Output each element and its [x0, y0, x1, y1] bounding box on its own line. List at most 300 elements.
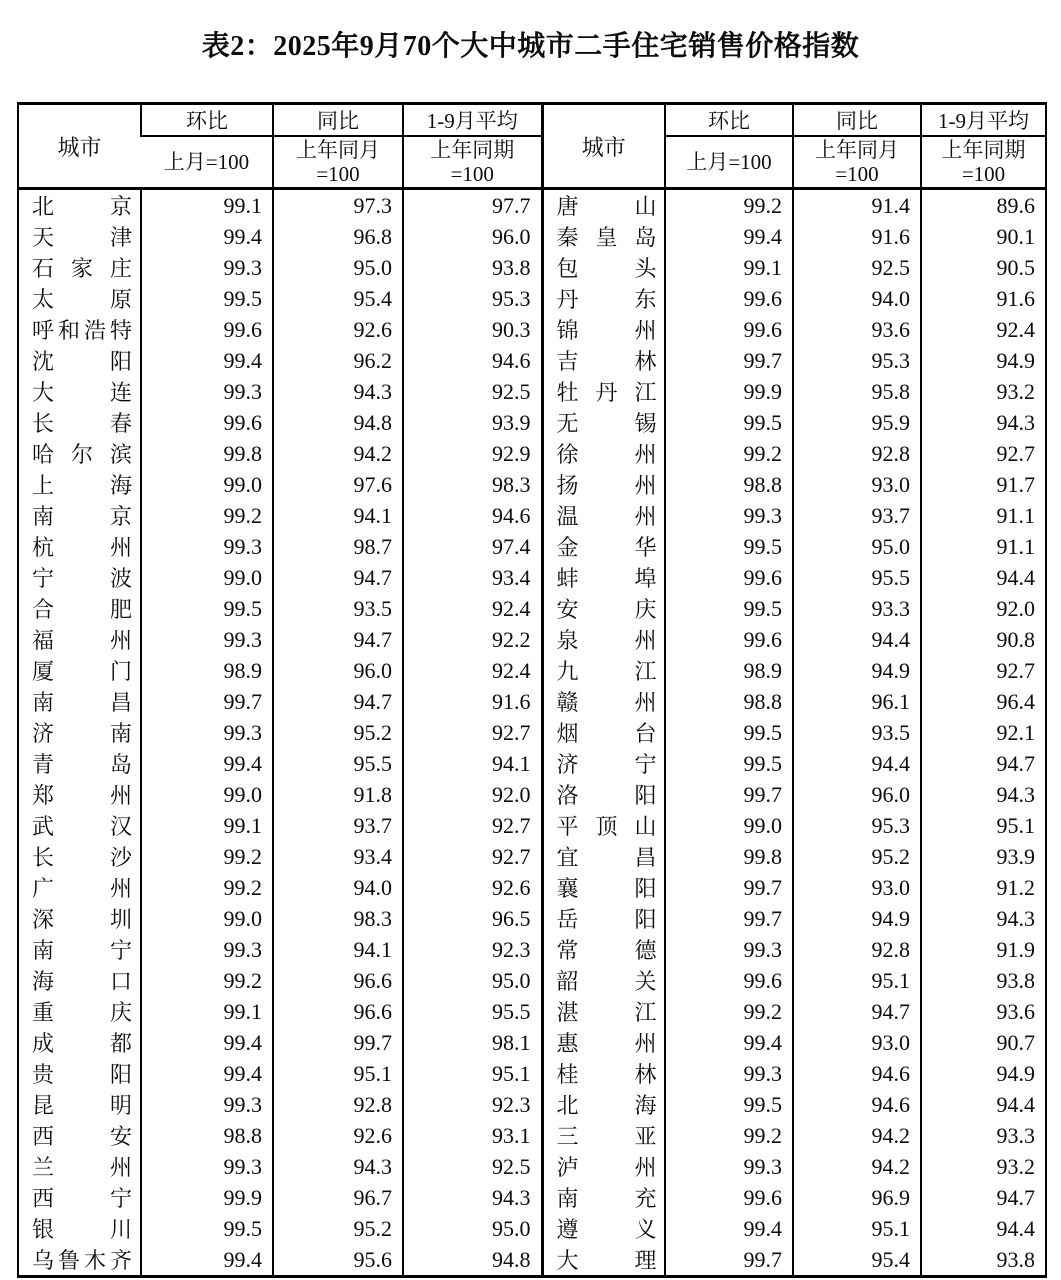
- city-cell-right: [542, 748, 665, 779]
- mom-value-right: 99.7: [665, 903, 793, 934]
- city-name-left: 武汉: [32, 814, 132, 839]
- city-cell-right: [542, 965, 665, 996]
- mom-value-left: 99.4: [141, 748, 273, 779]
- yoy-value-right: 94.6: [793, 1058, 921, 1089]
- table-row: [18, 841, 1046, 872]
- table-body: [18, 189, 1046, 1277]
- city-name-left: 太原: [32, 287, 132, 312]
- table-row: [18, 562, 1046, 593]
- city-name-left: 海口: [32, 969, 132, 994]
- avg-value-left: 94.8: [403, 1244, 542, 1277]
- avg-value-right: 92.4: [921, 314, 1046, 345]
- mom-value-left: 99.3: [141, 376, 273, 407]
- yoy-value-right: 94.2: [793, 1151, 921, 1182]
- table-row: [18, 1151, 1046, 1182]
- city-cell-right: [542, 1027, 665, 1058]
- city-name-left: 乌鲁木齐: [32, 1248, 132, 1273]
- city-cell-left: [18, 345, 141, 376]
- city-name-left: 宁波: [32, 566, 132, 591]
- city-cell-right: [542, 903, 665, 934]
- city-cell-left: [18, 438, 141, 469]
- table-row: [18, 686, 1046, 717]
- yoy-value-right: 95.9: [793, 407, 921, 438]
- city-name-right: 无锡: [556, 411, 657, 436]
- city-name-right: 泉州: [556, 628, 657, 653]
- header-avg-base-left: 上年同期 =100: [403, 136, 542, 189]
- mom-value-right: 98.8: [665, 469, 793, 500]
- avg-value-left: 92.3: [403, 934, 542, 965]
- city-name-right: 三亚: [556, 1124, 657, 1149]
- city-name-right: 安庆: [556, 597, 657, 622]
- city-cell-right: [542, 1151, 665, 1182]
- city-cell-right: [542, 500, 665, 531]
- table-row: [18, 1213, 1046, 1244]
- yoy-value-left: 95.6: [273, 1244, 403, 1277]
- city-cell-left: [18, 1058, 141, 1089]
- city-name-left: 昆明: [32, 1093, 132, 1118]
- avg-value-left: 92.4: [403, 593, 542, 624]
- header-city-left: 城市: [57, 134, 102, 160]
- avg-value-left: 95.5: [403, 996, 542, 1027]
- mom-value-right: 99.6: [665, 562, 793, 593]
- yoy-value-right: 93.6: [793, 314, 921, 345]
- yoy-value-left: 94.7: [273, 562, 403, 593]
- yoy-value-left: 99.7: [273, 1027, 403, 1058]
- city-name-right: 平顶山: [556, 814, 657, 839]
- city-cell-right: [542, 996, 665, 1027]
- city-cell-left: [18, 283, 141, 314]
- yoy-value-left: 97.3: [273, 189, 403, 222]
- yoy-value-left: 94.1: [273, 934, 403, 965]
- yoy-value-left: 95.4: [273, 283, 403, 314]
- mom-value-right: 99.5: [665, 407, 793, 438]
- city-cell-right: [542, 314, 665, 345]
- city-cell-left: [18, 407, 141, 438]
- city-name-left: 西安: [32, 1124, 132, 1149]
- yoy-value-right: 91.4: [793, 189, 921, 222]
- city-cell-right: [542, 872, 665, 903]
- mom-value-left: 99.3: [141, 934, 273, 965]
- city-cell-right: [542, 1120, 665, 1151]
- avg-value-right: 91.2: [921, 872, 1046, 903]
- city-cell-left: [18, 1182, 141, 1213]
- mom-value-left: 99.3: [141, 1151, 273, 1182]
- avg-value-right: 90.1: [921, 221, 1046, 252]
- avg-value-right: 93.8: [921, 1244, 1046, 1277]
- avg-value-right: 89.6: [921, 189, 1046, 222]
- yoy-value-right: 95.1: [793, 1213, 921, 1244]
- mom-value-right: 99.3: [665, 1151, 793, 1182]
- yoy-value-right: 96.1: [793, 686, 921, 717]
- city-cell-left: [18, 1213, 141, 1244]
- mom-value-left: 99.4: [141, 345, 273, 376]
- yoy-value-left: 95.2: [273, 1213, 403, 1244]
- mom-value-right: 99.7: [665, 872, 793, 903]
- city-cell-right: [542, 252, 665, 283]
- yoy-value-right: 95.3: [793, 810, 921, 841]
- city-cell-left: [18, 1151, 141, 1182]
- city-name-left: 上海: [32, 473, 132, 498]
- avg-value-left: 94.3: [403, 1182, 542, 1213]
- city-name-right: 韶关: [556, 969, 657, 994]
- city-name-left: 福州: [32, 628, 132, 653]
- city-cell-right: [542, 407, 665, 438]
- yoy-value-right: 93.0: [793, 872, 921, 903]
- city-name-left: 兰州: [32, 1155, 132, 1180]
- avg-value-right: 94.4: [921, 1213, 1046, 1244]
- yoy-value-right: 92.5: [793, 252, 921, 283]
- city-name-right: 北海: [556, 1093, 657, 1118]
- avg-value-right: 93.9: [921, 841, 1046, 872]
- mom-value-left: 99.0: [141, 779, 273, 810]
- city-name-left: 厦门: [32, 659, 132, 684]
- avg-value-right: 94.3: [921, 903, 1046, 934]
- avg-value-right: 91.1: [921, 500, 1046, 531]
- yoy-value-left: 97.6: [273, 469, 403, 500]
- avg-value-left: 90.3: [403, 314, 542, 345]
- city-cell-left: [18, 779, 141, 810]
- city-cell-right: [542, 1213, 665, 1244]
- city-cell-right: [542, 1089, 665, 1120]
- city-cell-left: [18, 686, 141, 717]
- header-yoy-right: 同比: [793, 104, 921, 137]
- yoy-value-left: 95.0: [273, 252, 403, 283]
- city-name-right: 唐山: [556, 194, 657, 219]
- yoy-value-left: 98.3: [273, 903, 403, 934]
- yoy-value-right: 94.7: [793, 996, 921, 1027]
- yoy-value-right: 94.9: [793, 655, 921, 686]
- yoy-value-right: 92.8: [793, 934, 921, 965]
- avg-value-left: 97.4: [403, 531, 542, 562]
- table-row: [18, 872, 1046, 903]
- mom-value-left: 99.3: [141, 531, 273, 562]
- header-mom-right: 环比: [665, 104, 793, 137]
- yoy-value-right: 95.0: [793, 531, 921, 562]
- yoy-value-right: 94.4: [793, 624, 921, 655]
- table-row: [18, 624, 1046, 655]
- city-name-right: 洛阳: [556, 783, 657, 808]
- table-row: [18, 221, 1046, 252]
- avg-value-left: 98.1: [403, 1027, 542, 1058]
- avg-value-left: 92.5: [403, 376, 542, 407]
- table-row: [18, 934, 1046, 965]
- avg-value-right: 94.4: [921, 1089, 1046, 1120]
- header-mom-base-left: 上月=100: [163, 150, 250, 174]
- table-row: [18, 376, 1046, 407]
- city-cell-left: [18, 748, 141, 779]
- avg-value-right: 94.3: [921, 407, 1046, 438]
- avg-value-right: 93.6: [921, 996, 1046, 1027]
- mom-value-left: 99.4: [141, 1244, 273, 1277]
- city-name-right: 襄阳: [556, 876, 657, 901]
- yoy-value-left: 94.3: [273, 376, 403, 407]
- city-cell-right: [542, 593, 665, 624]
- table-row: [18, 1182, 1046, 1213]
- yoy-value-left: 91.8: [273, 779, 403, 810]
- mom-value-left: 99.3: [141, 1089, 273, 1120]
- city-name-right: 蚌埠: [556, 566, 657, 591]
- yoy-value-left: 96.6: [273, 965, 403, 996]
- table-row: [18, 438, 1046, 469]
- mom-value-right: 99.3: [665, 500, 793, 531]
- table-row: [18, 345, 1046, 376]
- mom-value-left: 99.1: [141, 996, 273, 1027]
- avg-value-left: 94.1: [403, 748, 542, 779]
- table-row: [18, 903, 1046, 934]
- table-row: [18, 1089, 1046, 1120]
- header-city-right: 城市: [542, 104, 665, 189]
- city-cell-left: [18, 562, 141, 593]
- city-cell-left: [18, 1244, 141, 1277]
- city-name-left: 深圳: [32, 907, 132, 932]
- city-name-left: 沈阳: [32, 349, 132, 374]
- avg-value-left: 91.6: [403, 686, 542, 717]
- yoy-value-right: 92.8: [793, 438, 921, 469]
- table-row: [18, 252, 1046, 283]
- city-cell-right: [542, 655, 665, 686]
- city-name-left: 石家庄: [32, 256, 132, 281]
- mom-value-left: 99.0: [141, 469, 273, 500]
- avg-value-right: 92.7: [921, 655, 1046, 686]
- mom-value-left: 99.2: [141, 500, 273, 531]
- city-name-left: 杭州: [32, 535, 132, 560]
- mom-value-right: 99.4: [665, 1027, 793, 1058]
- header-avg-left: 1-9月平均: [403, 104, 542, 137]
- avg-value-left: 95.3: [403, 283, 542, 314]
- header-yoy-base-left: 上年同月 =100: [273, 136, 403, 189]
- city-name-left: 成都: [32, 1031, 132, 1056]
- city-cell-left: [18, 717, 141, 748]
- header-avg-base-right: 上年同期 =100: [921, 136, 1046, 189]
- city-name-right: 牡丹江: [556, 380, 657, 405]
- avg-value-left: 95.0: [403, 965, 542, 996]
- yoy-value-left: 96.6: [273, 996, 403, 1027]
- city-cell-left: [18, 469, 141, 500]
- mom-value-right: 99.4: [665, 221, 793, 252]
- yoy-value-right: 94.9: [793, 903, 921, 934]
- yoy-value-left: 93.7: [273, 810, 403, 841]
- yoy-value-right: 94.0: [793, 283, 921, 314]
- city-cell-left: [18, 1027, 141, 1058]
- city-name-left: 大连: [32, 380, 132, 405]
- table-row: [18, 965, 1046, 996]
- header-mom-left: 环比: [141, 104, 273, 137]
- city-cell-right: [542, 1244, 665, 1277]
- yoy-value-left: 93.5: [273, 593, 403, 624]
- table-row: [18, 779, 1046, 810]
- city-cell-left: [18, 996, 141, 1027]
- table-row: [18, 469, 1046, 500]
- city-name-right: 岳阳: [556, 907, 657, 932]
- city-name-left: 银川: [32, 1217, 132, 1242]
- city-cell-left: [18, 252, 141, 283]
- price-index-table: [17, 102, 1047, 1278]
- city-cell-left: [18, 376, 141, 407]
- mom-value-right: 99.2: [665, 996, 793, 1027]
- city-name-right: 赣州: [556, 690, 657, 715]
- city-name-left: 南昌: [32, 690, 132, 715]
- mom-value-right: 99.7: [665, 779, 793, 810]
- yoy-value-right: 95.1: [793, 965, 921, 996]
- city-cell-left: [18, 810, 141, 841]
- avg-value-right: 94.9: [921, 345, 1046, 376]
- city-cell-right: [542, 624, 665, 655]
- header-avg-right: 1-9月平均: [921, 104, 1046, 137]
- yoy-value-left: 95.5: [273, 748, 403, 779]
- yoy-value-left: 92.6: [273, 314, 403, 345]
- avg-value-right: 91.9: [921, 934, 1046, 965]
- table-row: [18, 314, 1046, 345]
- avg-value-left: 96.5: [403, 903, 542, 934]
- city-name-left: 合肥: [32, 597, 132, 622]
- avg-value-right: 94.7: [921, 748, 1046, 779]
- yoy-value-left: 95.2: [273, 717, 403, 748]
- avg-value-right: 90.5: [921, 252, 1046, 283]
- mom-value-left: 99.3: [141, 717, 273, 748]
- mom-value-right: 99.9: [665, 376, 793, 407]
- mom-value-right: 99.5: [665, 593, 793, 624]
- yoy-value-left: 94.7: [273, 686, 403, 717]
- city-cell-right: [542, 221, 665, 252]
- city-name-right: 济宁: [556, 752, 657, 777]
- table-row: [18, 810, 1046, 841]
- yoy-value-left: 94.2: [273, 438, 403, 469]
- city-cell-left: [18, 189, 141, 222]
- avg-value-left: 93.4: [403, 562, 542, 593]
- city-cell-right: [542, 531, 665, 562]
- city-cell-left: [18, 531, 141, 562]
- avg-value-left: 97.7: [403, 189, 542, 222]
- avg-value-right: 92.0: [921, 593, 1046, 624]
- city-cell-left: [18, 500, 141, 531]
- avg-value-left: 93.8: [403, 252, 542, 283]
- mom-value-right: 99.6: [665, 1182, 793, 1213]
- mom-value-left: 99.2: [141, 841, 273, 872]
- mom-value-left: 99.5: [141, 593, 273, 624]
- avg-value-right: 94.4: [921, 562, 1046, 593]
- city-cell-left: [18, 593, 141, 624]
- avg-value-left: 92.4: [403, 655, 542, 686]
- mom-value-right: 99.8: [665, 841, 793, 872]
- table-row: [18, 748, 1046, 779]
- header-yoy-base-right: 上年同月 =100: [793, 136, 921, 189]
- mom-value-left: 98.8: [141, 1120, 273, 1151]
- city-name-left: 天津: [32, 225, 132, 250]
- yoy-value-left: 93.4: [273, 841, 403, 872]
- mom-value-left: 99.5: [141, 283, 273, 314]
- yoy-value-right: 94.6: [793, 1089, 921, 1120]
- mom-value-right: 99.0: [665, 810, 793, 841]
- table-row: [18, 407, 1046, 438]
- city-name-left: 南京: [32, 504, 132, 529]
- mom-value-right: 99.2: [665, 189, 793, 222]
- yoy-value-left: 92.8: [273, 1089, 403, 1120]
- city-name-right: 常德: [556, 938, 657, 963]
- city-name-right: 温州: [556, 504, 657, 529]
- city-cell-left: [18, 934, 141, 965]
- avg-value-left: 92.9: [403, 438, 542, 469]
- table-row: [18, 1027, 1046, 1058]
- city-name-left: 长沙: [32, 845, 132, 870]
- city-cell-left: [18, 221, 141, 252]
- city-name-right: 丹东: [556, 287, 657, 312]
- city-name-right: 湛江: [556, 1000, 657, 1025]
- avg-value-right: 91.6: [921, 283, 1046, 314]
- mom-value-left: 99.0: [141, 903, 273, 934]
- city-cell-right: [542, 1182, 665, 1213]
- mom-value-right: 99.6: [665, 965, 793, 996]
- yoy-value-left: 94.8: [273, 407, 403, 438]
- mom-value-left: 98.9: [141, 655, 273, 686]
- table-row: [18, 1058, 1046, 1089]
- mom-value-left: 99.4: [141, 1027, 273, 1058]
- city-cell-right: [542, 717, 665, 748]
- city-name-right: 泸州: [556, 1155, 657, 1180]
- city-name-right: 惠州: [556, 1031, 657, 1056]
- avg-value-left: 92.3: [403, 1089, 542, 1120]
- city-name-left: 南宁: [32, 938, 132, 963]
- city-name-right: 锦州: [556, 318, 657, 343]
- table-row: [18, 717, 1046, 748]
- table-row: [18, 531, 1046, 562]
- yoy-value-left: 96.7: [273, 1182, 403, 1213]
- avg-value-right: 95.1: [921, 810, 1046, 841]
- city-name-left: 重庆: [32, 1000, 132, 1025]
- mom-value-right: 99.2: [665, 1120, 793, 1151]
- avg-value-right: 94.9: [921, 1058, 1046, 1089]
- city-name-left: 呼和浩特: [32, 318, 132, 343]
- avg-value-right: 91.1: [921, 531, 1046, 562]
- city-cell-right: [542, 189, 665, 222]
- yoy-value-right: 93.5: [793, 717, 921, 748]
- avg-value-left: 93.9: [403, 407, 542, 438]
- mom-value-right: 99.5: [665, 531, 793, 562]
- mom-value-left: 99.1: [141, 810, 273, 841]
- avg-value-right: 90.8: [921, 624, 1046, 655]
- header-yoy-left: 同比: [273, 104, 403, 137]
- mom-value-right: 99.1: [665, 252, 793, 283]
- yoy-value-right: 93.3: [793, 593, 921, 624]
- avg-value-right: 94.3: [921, 779, 1046, 810]
- mom-value-right: 99.2: [665, 438, 793, 469]
- yoy-value-right: 95.8: [793, 376, 921, 407]
- yoy-value-left: 94.7: [273, 624, 403, 655]
- city-cell-left: [18, 1089, 141, 1120]
- city-cell-right: [542, 934, 665, 965]
- yoy-value-right: 95.5: [793, 562, 921, 593]
- city-name-left: 长春: [32, 411, 132, 436]
- avg-value-right: 92.1: [921, 717, 1046, 748]
- avg-value-right: 94.7: [921, 1182, 1046, 1213]
- mom-value-left: 99.3: [141, 624, 273, 655]
- yoy-value-left: 96.0: [273, 655, 403, 686]
- city-name-right: 扬州: [556, 473, 657, 498]
- mom-value-left: 99.4: [141, 1058, 273, 1089]
- yoy-value-right: 94.2: [793, 1120, 921, 1151]
- city-cell-left: [18, 841, 141, 872]
- yoy-value-left: 98.7: [273, 531, 403, 562]
- city-cell-left: [18, 314, 141, 345]
- yoy-value-left: 94.1: [273, 500, 403, 531]
- city-cell-right: [542, 345, 665, 376]
- mom-value-left: 99.3: [141, 252, 273, 283]
- city-name-left: 西宁: [32, 1186, 132, 1211]
- table-row: [18, 189, 1046, 222]
- city-cell-left: [18, 872, 141, 903]
- city-name-left: 广州: [32, 876, 132, 901]
- city-name-right: 宜昌: [556, 845, 657, 870]
- city-name-right: 烟台: [556, 721, 657, 746]
